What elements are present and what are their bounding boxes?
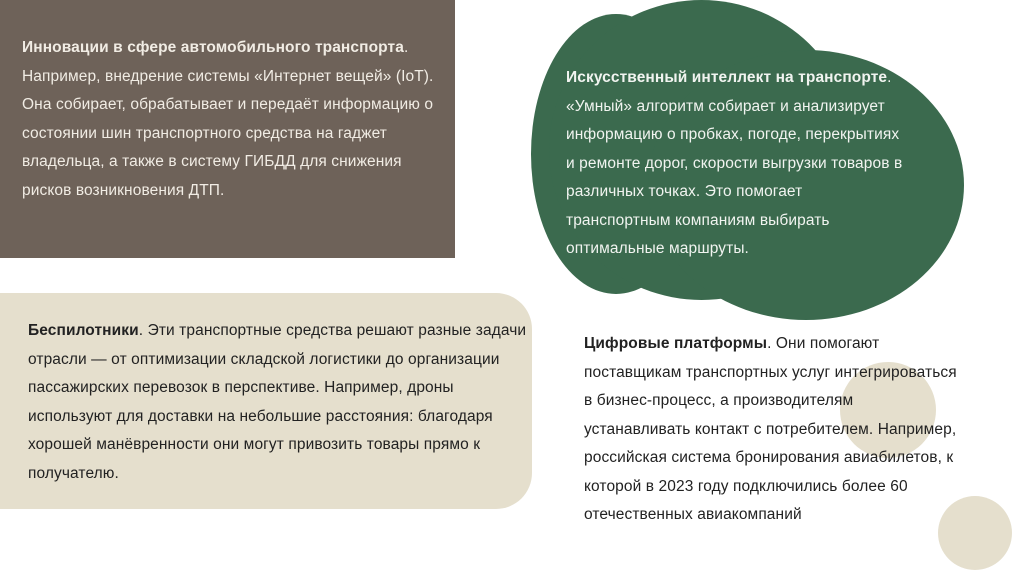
platforms-body: . Они помогают поставщикам транспортных услуг интегрироваться в бизнес-процесс, а производителям устанавливать контакт с потребителем. Например, российская система бронирования авиабилетов, к которой в 2023 году подключились более 60 отечественных авиакомпаний xyxy=(584,335,957,523)
ai-title: Искусственный интеллект на транспорте xyxy=(566,69,888,86)
innovations-title: Инновации в сфере автомобильного транспорта xyxy=(22,39,404,56)
ai-body: . «Умный» алгоритм собирает и анализирует информацию о пробках, погоде, перекрытиях и ремонте дорог, скорости выгрузки товаров в различных точках. Это помогает транспортным компаниям выбирать оптимальные маршруты. xyxy=(566,69,903,257)
innovations-text xyxy=(22,34,447,205)
platforms-title: Цифровые платформы xyxy=(584,335,768,352)
drones-text xyxy=(28,317,528,488)
innovations-body: . Например, внедрение системы «Интернет вещей» (IoT). Она собирает, обрабатывает и передаёт информацию о состоянии шин транспортного средства на гаджет владельца, а также в систему ГИБДД для снижения рисков возникновения ДТП. xyxy=(22,39,434,199)
drones-body: . Эти транспортные средства решают разные задачи отрасли — от оптимизации складской логистики до организации пассажирских перевозок в перспективе. Например, дроны используют для доставки на небольшие расстояния: благодаря хорошей манёвренности они могут привозить товары прямо к получателю. xyxy=(28,322,527,482)
drones-title: Беспилотники xyxy=(28,322,139,339)
platforms-text xyxy=(584,330,964,530)
ai-text xyxy=(566,64,911,264)
